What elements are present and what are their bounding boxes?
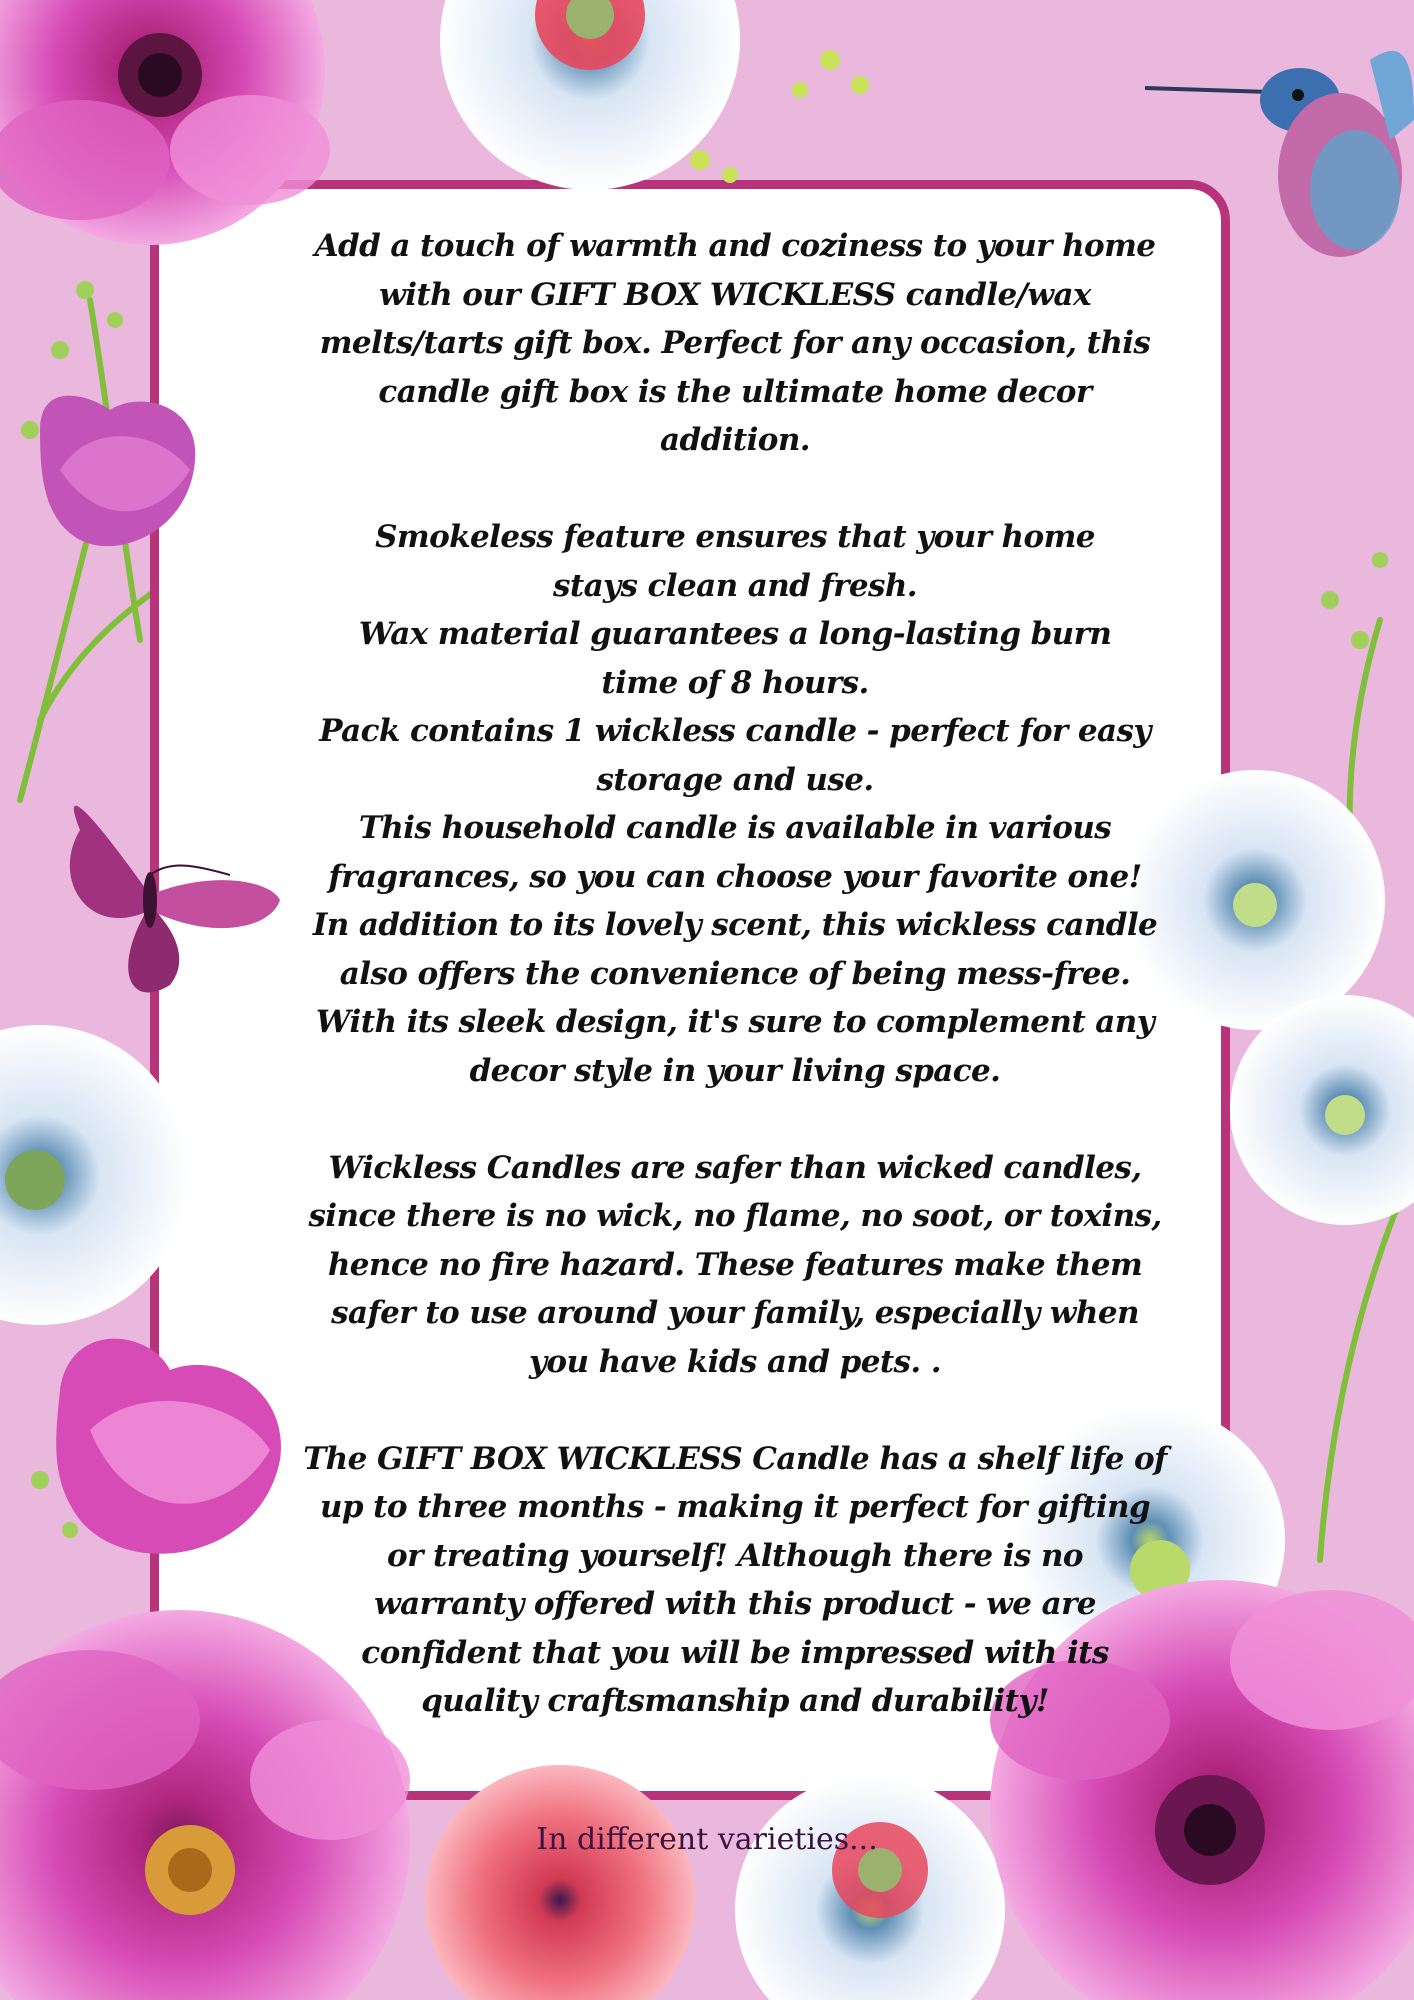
feature-line: Smokeless feature ensures that your home [375, 519, 1095, 555]
safety-line: hence no fire hazard. These features make them [327, 1246, 1143, 1283]
paragraph-spacer [268, 465, 1202, 514]
paragraph-spacer [268, 1386, 1202, 1435]
intro-line: with our GIFT BOX WICKLESS candle/wax [379, 276, 1091, 313]
feature-line: Wax material guarantees a long-lasting burn [358, 616, 1112, 652]
feature-line: fragrances, so you can choose your favorite one! [328, 858, 1142, 895]
intro-line: melts/tarts gift box. Perfect for any occasion, this [319, 325, 1151, 361]
safety-line: safer to use around your family, especially when [331, 1295, 1139, 1331]
feature-line: In addition to its lovely scent, this wickless candle [312, 907, 1158, 943]
intro-line: candle gift box is the ultimate home decor [378, 373, 1092, 410]
shelf-life-line: or treating yourself! Although there is no [387, 1537, 1083, 1574]
product-description [268, 222, 1202, 1726]
feature-line: also offers the convenience of being mess-free. [339, 955, 1131, 992]
feature-line: storage and use. [596, 761, 874, 798]
shelf-life-line: The GIFT BOX WICKLESS Candle has a shelf life of [303, 1440, 1167, 1477]
feature-line: Pack contains 1 wickless candle - perfect for easy [319, 713, 1151, 749]
feature-line: time of 8 hours. [601, 664, 869, 701]
intro-line: addition. [660, 422, 810, 458]
intro-line: Add a touch of warmth and coziness to your home [314, 228, 1156, 264]
white-poppy-icon [735, 1775, 1005, 2000]
feature-line: decor style in your living space. [469, 1052, 1001, 1089]
paragraph-spacer [268, 1095, 1202, 1144]
shelf-life-line: confident that you will be impressed with its [361, 1634, 1109, 1671]
feature-line: With its sleek design, it's sure to complement any [315, 1004, 1155, 1040]
feature-line: stays clean and fresh. [553, 567, 917, 604]
feature-line: This household candle is available in various [358, 810, 1112, 846]
footer-note: In different varieties... [536, 1822, 878, 1857]
safety-line: Wickless Candles are safer than wicked candles, [328, 1149, 1142, 1186]
red-poppy-icon [425, 1765, 695, 2000]
safety-line: since there is no wick, no flame, no soot, or toxins, [308, 1198, 1162, 1234]
safety-line: you have kids and pets. . [529, 1343, 941, 1380]
shelf-life-line: up to three months - making it perfect for gifting [319, 1489, 1151, 1525]
shelf-life-line: warranty offered with this product - we are [374, 1586, 1096, 1622]
shelf-life-line: quality craftsmanship and durability! [421, 1683, 1049, 1719]
